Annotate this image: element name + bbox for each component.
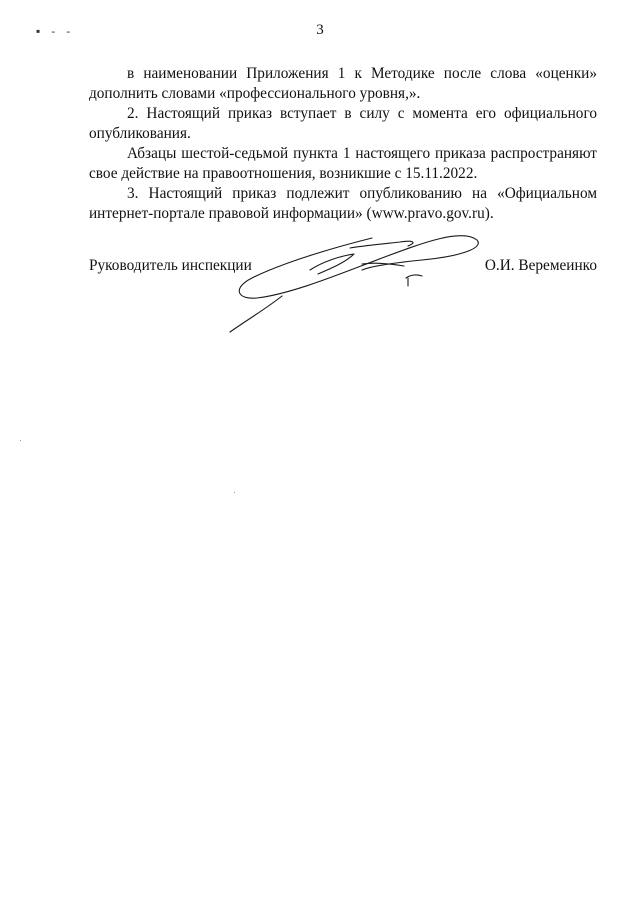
signatory-title: Руководитель инспекции xyxy=(89,257,252,274)
signatory-name: О.И. Веремеинко xyxy=(484,257,597,274)
document-body xyxy=(89,64,597,224)
scan-marks: ▪ ‑ ‑ xyxy=(36,24,75,38)
paragraph-2: 2. Настоящий приказ вступает в силу с момента его официального опубликования. xyxy=(89,105,597,142)
paragraph-3: Абзацы шестой-седьмой пункта 1 настоящего приказа распространяют свое действие на правоотношения, возникшие с 15.11.2022. xyxy=(89,145,597,182)
handwritten-signature xyxy=(222,218,482,338)
scan-speck xyxy=(20,440,21,441)
page-number: 3 xyxy=(316,22,324,38)
scan-speck xyxy=(234,492,235,493)
paragraph-4: 3. Настоящий приказ подлежит опубликованию на «Официальном интернет-портале правовой информации» (www.pravo.gov.ru). xyxy=(89,185,597,222)
paragraph-1: в наименовании Приложения 1 к Методике после слова «оценки» дополнить словами «профессионального уровня,». xyxy=(89,65,597,102)
